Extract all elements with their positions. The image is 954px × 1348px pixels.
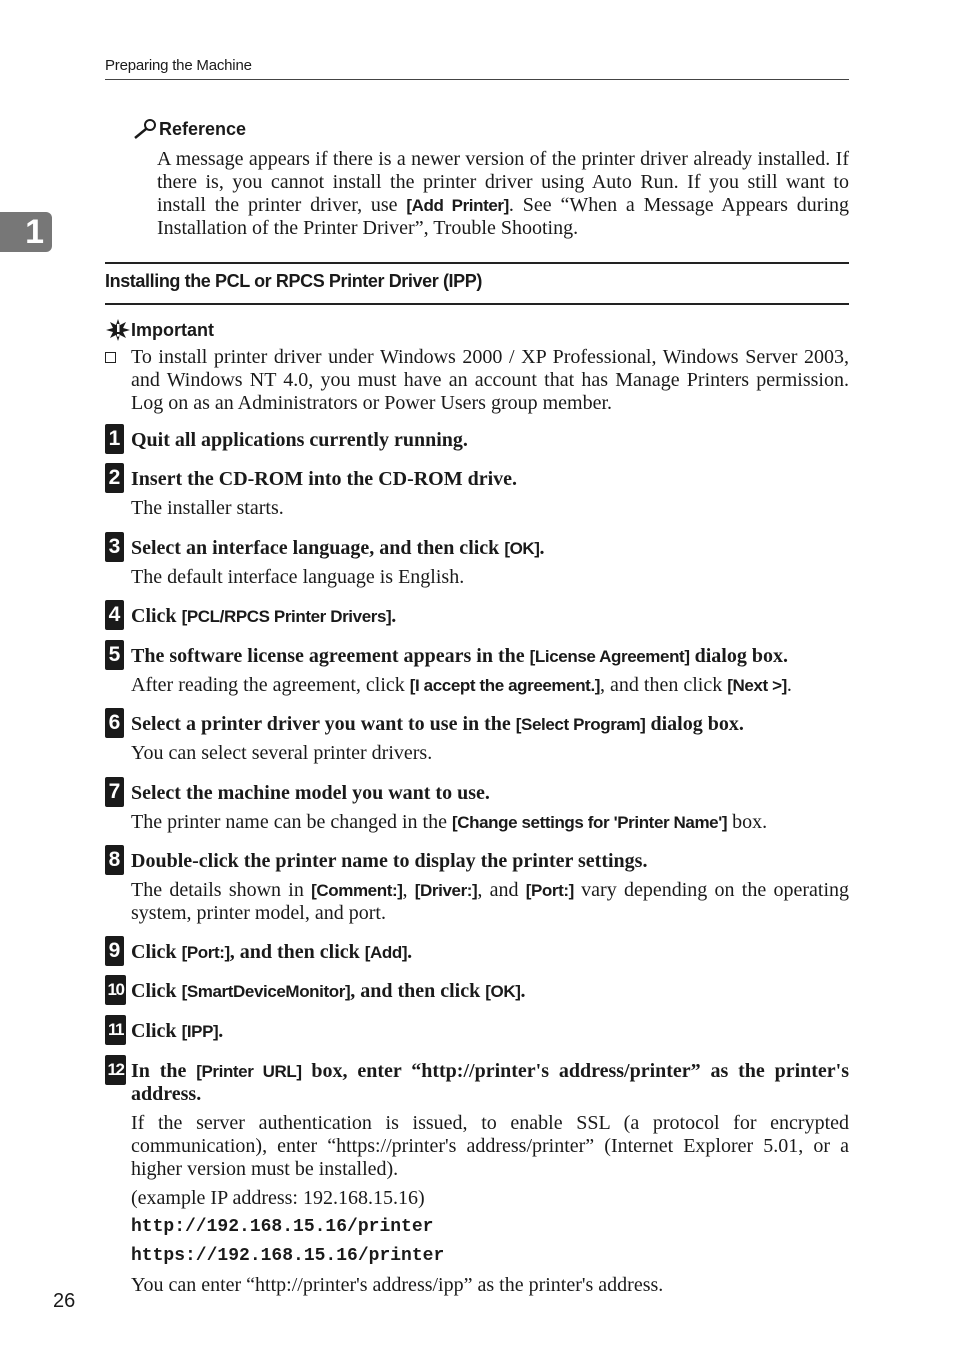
step-number: 11 — [105, 1015, 126, 1045]
step-number: 5 — [105, 640, 124, 670]
step-11 — [105, 1015, 849, 1043]
step-9 — [105, 936, 849, 964]
important-label: Important — [131, 319, 214, 340]
step-text: Select the machine model you want to use. — [131, 782, 490, 804]
step-text: Select an interface language, and then click [OK]. — [131, 537, 545, 559]
important-heading — [105, 318, 214, 342]
step-7 — [105, 777, 849, 834]
step-4 — [105, 600, 849, 628]
step-note: After reading the agreement, click [I accept the agreement.], and then click [Next >]. — [131, 674, 792, 696]
step-text: The software license agreement appears in the [License Agreement] dialog box. — [131, 645, 788, 667]
section-rule-bottom — [105, 303, 849, 305]
step-10 — [105, 975, 849, 1003]
step-1 — [105, 424, 849, 452]
step-text: Click [SmartDeviceMonitor], and then click [OK]. — [131, 980, 526, 1002]
step-5 — [105, 640, 849, 697]
step-note: If the server authentication is issued, to enable SSL (a protocol for encrypted communication), enter “https://printer's address/printer” (Internet Explorer 5.01, or a higher version must be installed). — [131, 1112, 849, 1180]
step-text: Click [IPP]. — [131, 1020, 224, 1042]
step-3 — [105, 532, 849, 589]
step-note: The installer starts. — [131, 497, 284, 519]
important-text: To install printer driver under Windows 2000 / XP Professional, Windows Server 2003, and Windows NT 4.0, you must have an account that has Manage Printers permission. Log on as an Administrators or Power Users group member. — [131, 346, 849, 414]
step-number: 7 — [105, 777, 124, 807]
section-title: Installing the PCL or RPCS Printer Driver (IPP) — [105, 271, 482, 291]
important-item — [105, 346, 849, 415]
step-note: You can enter “http://printer's address/ipp” as the printer's address. — [131, 1274, 664, 1296]
step-note: The default interface language is English. — [131, 566, 465, 588]
step-number: 10 — [105, 975, 126, 1005]
step-8 — [105, 845, 849, 925]
step-note: (example IP address: 192.168.15.16) — [131, 1187, 425, 1209]
step-number: 1 — [105, 424, 124, 454]
step-note: The details shown in [Comment:], [Driver:], and [Port:] vary depending on the operating system, printer model, and port. — [131, 879, 850, 924]
step-text: Insert the CD-ROM into the CD-ROM drive. — [131, 468, 518, 490]
step-number: 12 — [105, 1055, 126, 1085]
step-6 — [105, 708, 849, 765]
step-number: 6 — [105, 708, 124, 738]
add-printer-ref: [Add Printer] — [406, 196, 509, 215]
code-line: http://192.168.15.16/printer — [131, 1217, 434, 1237]
important-icon — [105, 318, 131, 342]
reference-heading — [131, 118, 246, 140]
step-note: You can select several printer drivers. — [131, 742, 433, 764]
step-text: Double-click the printer name to display the printer settings. — [131, 850, 648, 872]
step-number: 4 — [105, 600, 124, 630]
running-header: Preparing the Machine — [105, 57, 252, 74]
page-number: 26 — [53, 1290, 76, 1312]
step-note: The printer name can be changed in the [Change settings for 'Printer Name'] box. — [131, 811, 768, 833]
step-2 — [105, 463, 849, 520]
step-number: 3 — [105, 532, 124, 562]
checkbox-icon — [105, 352, 116, 363]
chapter-tab: 1 — [0, 212, 52, 252]
header-rule — [105, 79, 849, 80]
step-text: Select a printer driver you want to use in the [Select Program] dialog box. — [131, 713, 744, 735]
reference-label: Reference — [159, 118, 247, 139]
step-text: Quit all applications currently running. — [131, 429, 468, 451]
step-number: 8 — [105, 845, 124, 875]
step-text: Click [Port:], and then click [Add]. — [131, 941, 413, 963]
reference-text: A message appears if there is a newer version of the printer driver already installed. If there is, you cannot install the printer driver using Auto Run. If you still want to install the printer driver, use [Add Printer]. See “When a Message Appears during Installation of the Printer Driver”, Trouble Shooting. — [157, 148, 849, 239]
magnifier-icon — [131, 118, 157, 140]
step-text: In the [Printer URL] box, enter “http://printer's address/printer” as the printer's address. — [131, 1060, 850, 1105]
code-line: https://192.168.15.16/printer — [131, 1246, 445, 1266]
step-12 — [105, 1055, 849, 1297]
step-number: 9 — [105, 936, 124, 966]
section-rule-top — [105, 262, 849, 264]
step-text: Click [PCL/RPCS Printer Drivers]. — [131, 605, 397, 627]
step-number: 2 — [105, 463, 124, 493]
